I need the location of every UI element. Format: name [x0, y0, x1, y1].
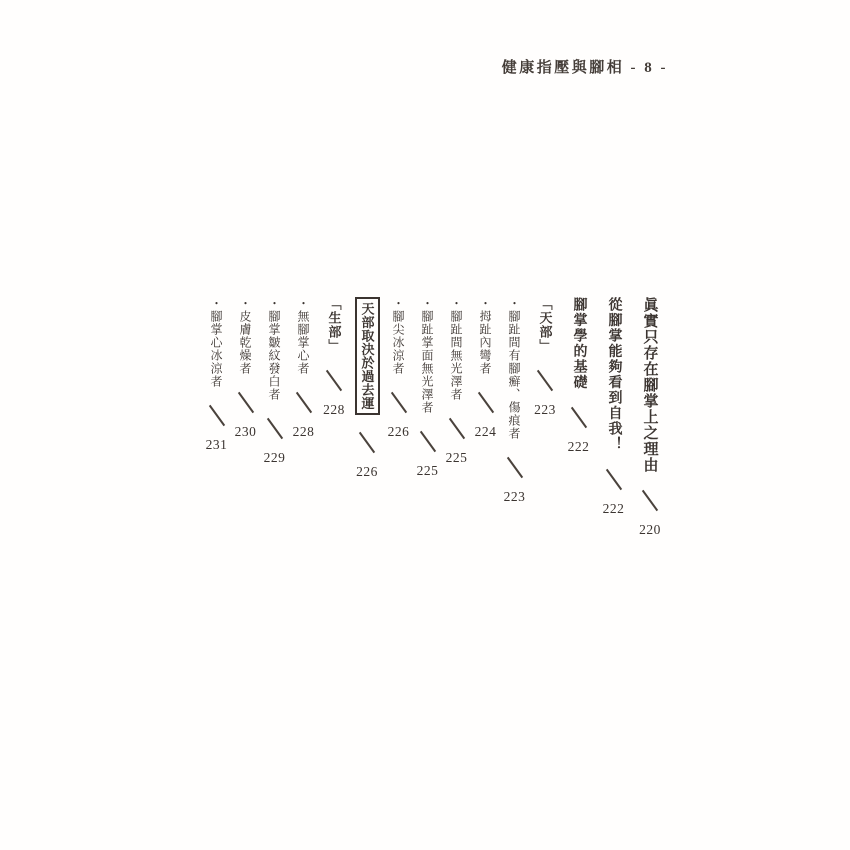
toc-entry	[442, 297, 471, 466]
toc-entry	[384, 297, 413, 440]
table-of-contents	[202, 297, 669, 538]
toc-entry	[500, 297, 529, 505]
leader-slash-mark	[237, 392, 253, 413]
leader-slash-mark	[605, 469, 621, 490]
toc-entry-title: ・腳趾間無光澤者	[449, 297, 463, 401]
leader-slash-mark	[390, 392, 406, 413]
toc-entry-page-number: 223	[503, 489, 526, 504]
toc-entry-page-number: 231	[205, 437, 228, 452]
toc-entry-page-number: 225	[445, 450, 468, 465]
toc-entry	[202, 297, 231, 453]
toc-entry-page-number: 226	[387, 424, 410, 439]
leader-slash-mark	[506, 457, 522, 478]
leader-slash-mark	[208, 405, 224, 426]
toc-entry-title: 腳掌學的基礎	[571, 297, 587, 390]
toc-entry	[561, 297, 596, 455]
toc-entry-title: 從腳掌能夠看到自我！	[606, 297, 622, 452]
toc-entry-page-number: 220	[639, 522, 661, 537]
leader-slash-mark	[419, 431, 435, 452]
toc-entry-title: ・無腳掌心者	[296, 297, 310, 375]
toc-entry	[413, 297, 442, 479]
toc-entry-title: ・腳掌心冰涼者	[209, 297, 223, 388]
toc-entry-page-number: 229	[263, 450, 286, 465]
toc-entry-page-number: 222	[567, 439, 590, 454]
toc-entry-title-boxed: 天部取決於過去運	[355, 297, 380, 415]
toc-entry-title: ・腳掌皺紋發白者	[267, 297, 281, 401]
toc-entry-title: ・腳趾掌面無光澤者	[420, 297, 434, 414]
toc-entry-page-number: 226	[356, 464, 378, 479]
toc-entry	[471, 297, 500, 440]
running-head: 健康指壓與腳相 - 8 -	[501, 60, 668, 76]
toc-entry	[631, 297, 669, 538]
toc-entry	[350, 297, 384, 480]
toc-entry-title: 眞實只存在腳掌上之理由	[641, 297, 658, 473]
toc-entry-title: ・腳趾間有腳癬、傷痕者	[507, 297, 521, 440]
toc-entry-title: ・拇趾內彎者	[478, 297, 492, 375]
leader-slash-mark	[295, 392, 311, 413]
leader-slash-mark	[266, 418, 282, 439]
leader-slash-mark	[326, 370, 342, 391]
toc-entry	[596, 297, 631, 517]
toc-entry-title: 「天部」	[537, 297, 553, 353]
leader-slash-mark	[642, 490, 658, 511]
leader-slash-mark	[570, 407, 586, 428]
toc-entry	[529, 297, 561, 418]
toc-entry-page-number: 225	[416, 463, 439, 478]
toc-entry-page-number: 228	[292, 424, 315, 439]
toc-entry-title: ・皮膚乾燥者	[238, 297, 252, 375]
leader-slash-mark	[359, 432, 375, 453]
toc-entry	[289, 297, 318, 440]
toc-entry-page-number: 224	[474, 424, 497, 439]
leader-slash-mark	[477, 392, 493, 413]
toc-entry-page-number: 222	[602, 501, 625, 516]
toc-entry-page-number: 223	[534, 402, 556, 417]
toc-entry-page-number: 228	[323, 402, 345, 417]
toc-entry	[318, 297, 350, 418]
toc-entry	[231, 297, 260, 440]
toc-entry-title: 「生部」	[326, 297, 342, 353]
toc-entry	[260, 297, 289, 466]
leader-slash-mark	[448, 418, 464, 439]
toc-entry-title: ・腳尖冰涼者	[391, 297, 405, 375]
leader-slash-mark	[537, 370, 553, 391]
toc-entry-page-number: 230	[234, 424, 257, 439]
